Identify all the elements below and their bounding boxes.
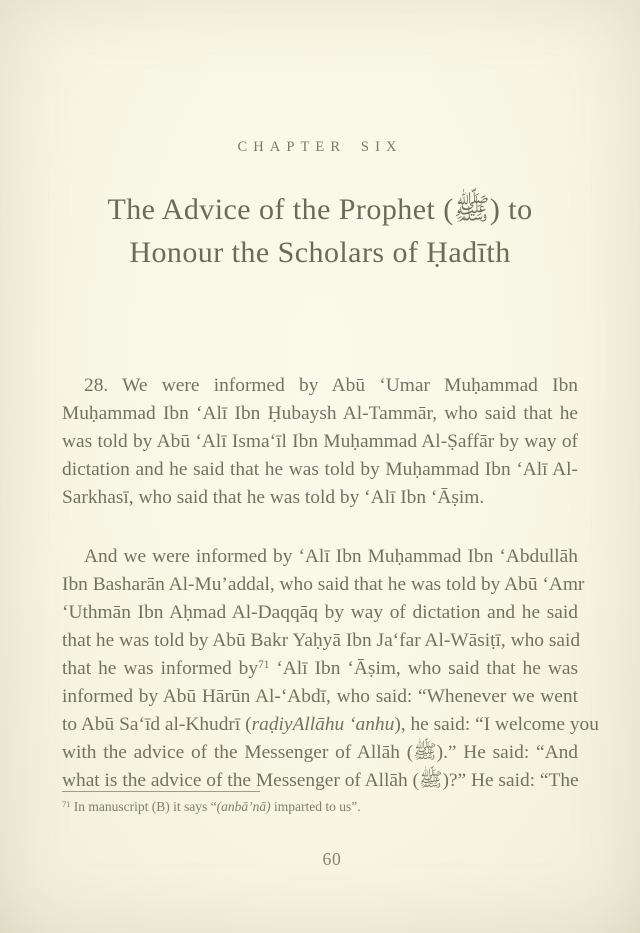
text-line: to Abū Sa‘īd al-Khudrī (raḍiyAllāhu ‘anhu), he said: “I welcome you [62,714,599,735]
text-line: dictation and he said that he was told by Muḥammad Ibn ‘Alī Al- [62,459,578,480]
paragraph-second-isnad [62,543,599,795]
text-line: was told by Abū ‘Alī Isma‘īl Ibn Muḥammad Al-Ṣaffār by way of [62,431,578,452]
footnote-71 [62,797,578,816]
page-number: 60 [322,849,342,869]
text-line: And we were informed by ‘Alī Ibn Muḥammad Ibn ‘Abdullāh [84,546,578,567]
chapter-title-line-2: Honour the Scholars of Ḥadīth [129,236,511,269]
text-line: ‘Uthmān Ibn Aḥmad Al-Daqqāq by way of dictation and he said [62,602,578,623]
text-line: that he was informed $by^{71}$ ‘Alī Ibn ‘Āṣim, who said that he was [62,658,578,679]
text-line: that he was told by Abū Bakr Yaḥyā Ibn Ja‘far Al-Wāsiṭī, who said [62,630,581,651]
text-line: 28. We were informed by Abū ‘Umar Muḥammad Ibn [84,375,578,396]
text-line: Sarkhasī, who said that he was told by ‘Alī Ibn ‘Āṣim. [62,487,485,508]
chapter-title [0,188,640,274]
text-line: Ibn Basharān Al-Mu’addal, who said that he was told by Abū ‘Amr [62,574,585,595]
chapter-title-line-1: The Advice of the Prophet (ﷺ) to [107,193,533,226]
chapter-heading: CHAPTER SIX [237,139,403,155]
text-line: what is the advice of the Messenger of Allāh (ﷺ)?” He said: “The [62,770,579,791]
text-line: with the advice of the Messenger of Allāh (ﷺ).” He said: “And [62,742,579,763]
paragraph-28-isnad [62,372,578,512]
text-line: $^{71}$ In manuscript (B) it says “(anbā’nā) imparted to us”. [62,799,361,814]
text-line: Muḥammad Ibn ‘Alī Ibn Ḥubaysh Al-Tammār, who said that he [62,403,578,424]
text-line: informed by Abū Hārūn Al-‘Abdī, who said: “Whenever we went [62,686,578,707]
footnote-divider [62,791,260,792]
